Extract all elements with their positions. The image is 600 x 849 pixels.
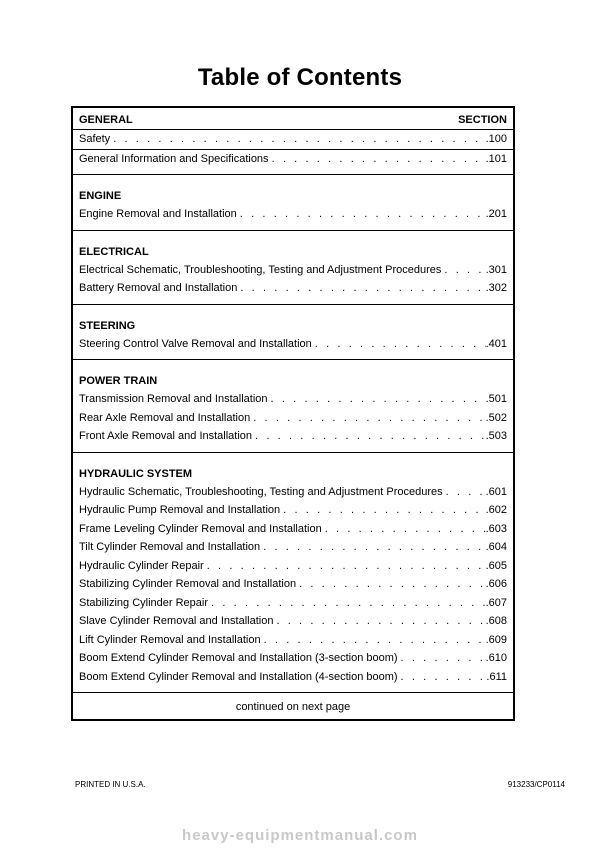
toc-entry[interactable] xyxy=(73,335,513,354)
toc-entry[interactable] xyxy=(73,129,513,149)
toc-entry[interactable] xyxy=(73,649,513,668)
toc-entry-page: .401 xyxy=(485,337,507,350)
toc-entry-label: Frame Leveling Cylinder Removal and Installation xyxy=(79,522,322,535)
footer-printed: PRINTED IN U.S.A. xyxy=(75,780,146,789)
toc-entry-page: .609 xyxy=(485,633,507,646)
dot-leader xyxy=(283,501,485,520)
toc-entry-page: .608 xyxy=(485,615,507,627)
dot-leader xyxy=(240,205,486,224)
dot-leader xyxy=(255,427,486,446)
toc-entry-label: Front Axle Removal and Installation xyxy=(79,430,253,442)
page-title: Table of Contents xyxy=(197,64,403,91)
toc-entry-page: .501 xyxy=(485,393,507,405)
section-heading xyxy=(73,111,513,129)
continued-note: continued on next page xyxy=(235,701,351,713)
toc-entry[interactable] xyxy=(73,594,513,613)
toc-entry-label: Hydraulic Pump Removal and Installation xyxy=(79,504,281,516)
toc-entry-page: .100 xyxy=(485,133,507,145)
toc-entry-page: .611 xyxy=(486,670,507,683)
toc-entry[interactable] xyxy=(73,520,513,539)
dot-leader xyxy=(325,520,486,539)
section-heading-text: ENGINE xyxy=(79,190,122,202)
section-heading xyxy=(73,465,513,483)
toc-entry[interactable] xyxy=(73,668,513,687)
toc-entry-page: .610 xyxy=(485,652,507,664)
toc-entry-label: Boom Extend Cylinder Removal and Installation (4-section boom) xyxy=(79,670,398,683)
section-power-train xyxy=(73,360,513,453)
dot-leader xyxy=(240,279,485,298)
section-heading-text: ELECTRICAL xyxy=(79,245,149,258)
toc-entry[interactable] xyxy=(73,557,513,576)
toc-entry-label: Stabilizing Cylinder Repair xyxy=(79,596,209,609)
section-heading xyxy=(73,317,513,335)
dot-leader xyxy=(272,150,486,169)
toc-entry-label: Transmission Removal and Installation xyxy=(79,393,268,405)
section-heading-text: STEERING xyxy=(79,319,136,332)
dot-leader xyxy=(264,631,486,650)
section-heading-text: GENERAL xyxy=(79,114,133,126)
section-engine xyxy=(73,175,513,231)
toc-entry-label: Tilt Cylinder Removal and Installation xyxy=(79,541,261,553)
toc-entry[interactable] xyxy=(73,538,513,557)
toc-entry-page: .101 xyxy=(485,152,507,165)
toc-entry-label: Lift Cylinder Removal and Installation xyxy=(79,633,261,646)
toc-entry-label: Slave Cylinder Removal and Installation xyxy=(79,615,274,627)
toc-entry-page: .301 xyxy=(485,263,507,276)
toc-entry-page: .503 xyxy=(485,430,507,442)
dot-leader xyxy=(211,594,486,613)
toc-entry[interactable] xyxy=(73,483,513,502)
section-column-label: SECTION xyxy=(458,114,507,126)
toc-entry-page: .606 xyxy=(485,578,507,590)
toc-entry-page: .201 xyxy=(485,208,507,220)
toc-entry[interactable] xyxy=(73,149,513,169)
footer-part-number: 913233/CP0114 xyxy=(507,780,565,789)
section-heading xyxy=(73,187,513,205)
toc-entry[interactable] xyxy=(73,575,513,594)
toc-entry-label: Safety xyxy=(79,133,111,145)
toc-entry[interactable] xyxy=(73,279,513,298)
watermark: heavy-equipmentmanual.com xyxy=(182,827,418,844)
toc-entry-label: Engine Removal and Installation xyxy=(79,208,237,220)
dot-leader xyxy=(315,335,486,354)
toc-entry[interactable] xyxy=(73,409,513,428)
dot-leader xyxy=(401,649,486,668)
dot-leader xyxy=(444,261,485,280)
toc-entry-label: Hydraulic Cylinder Repair xyxy=(79,559,204,572)
toc-entry-label: General Information and Specifications xyxy=(79,152,269,165)
toc-entry[interactable] xyxy=(73,205,513,224)
toc-entry-page: .605 xyxy=(485,559,507,572)
dot-leader xyxy=(207,557,486,576)
dot-leader xyxy=(263,538,485,557)
toc-entry-page: .603 xyxy=(485,522,507,535)
toc-entry-label: Stabilizing Cylinder Removal and Installation xyxy=(79,578,297,590)
toc-entry-page: .607 xyxy=(485,596,507,609)
section-heading-text: HYDRAULIC SYSTEM xyxy=(79,467,193,480)
toc-entry-label: Battery Removal and Installation xyxy=(79,282,238,294)
toc-entry-page: .601 xyxy=(485,485,507,498)
section-electrical xyxy=(73,231,513,305)
toc-entry[interactable] xyxy=(73,261,513,280)
toc-entry-label: Boom Extend Cylinder Removal and Installation (3-section boom) xyxy=(79,652,398,664)
section-hydraulic-system xyxy=(73,453,513,694)
dot-leader xyxy=(253,409,485,428)
section-heading xyxy=(73,372,513,390)
section-steering xyxy=(73,305,513,361)
section-general xyxy=(73,108,513,175)
toc-entry[interactable] xyxy=(73,427,513,446)
toc-entry-label: Electrical Schematic, Troubleshooting, Testing and Adjustment Procedures xyxy=(79,263,442,276)
section-heading-text: POWER TRAIN xyxy=(79,375,158,387)
toc-entry-page: .302 xyxy=(485,282,507,294)
toc-entry-label: Steering Control Valve Removal and Installation xyxy=(79,337,312,350)
toc-entry[interactable] xyxy=(73,612,513,631)
dot-leader xyxy=(113,130,485,149)
toc-entry-page: .602 xyxy=(485,504,507,516)
toc-entry[interactable] xyxy=(73,501,513,520)
table-of-contents xyxy=(71,106,515,721)
dot-leader xyxy=(401,668,487,687)
dot-leader xyxy=(299,575,486,594)
dot-leader xyxy=(446,483,486,502)
toc-entry-label: Hydraulic Schematic, Troubleshooting, Testing and Adjustment Procedures xyxy=(79,485,443,498)
toc-entry-label: Rear Axle Removal and Installation xyxy=(79,411,251,424)
section-heading xyxy=(73,243,513,261)
dot-leader xyxy=(276,612,485,631)
toc-entry[interactable] xyxy=(73,631,513,650)
toc-entry-page: .502 xyxy=(485,411,507,424)
toc-entry-page: .604 xyxy=(485,541,507,553)
toc-entry[interactable] xyxy=(73,390,513,409)
dot-leader xyxy=(271,390,486,409)
